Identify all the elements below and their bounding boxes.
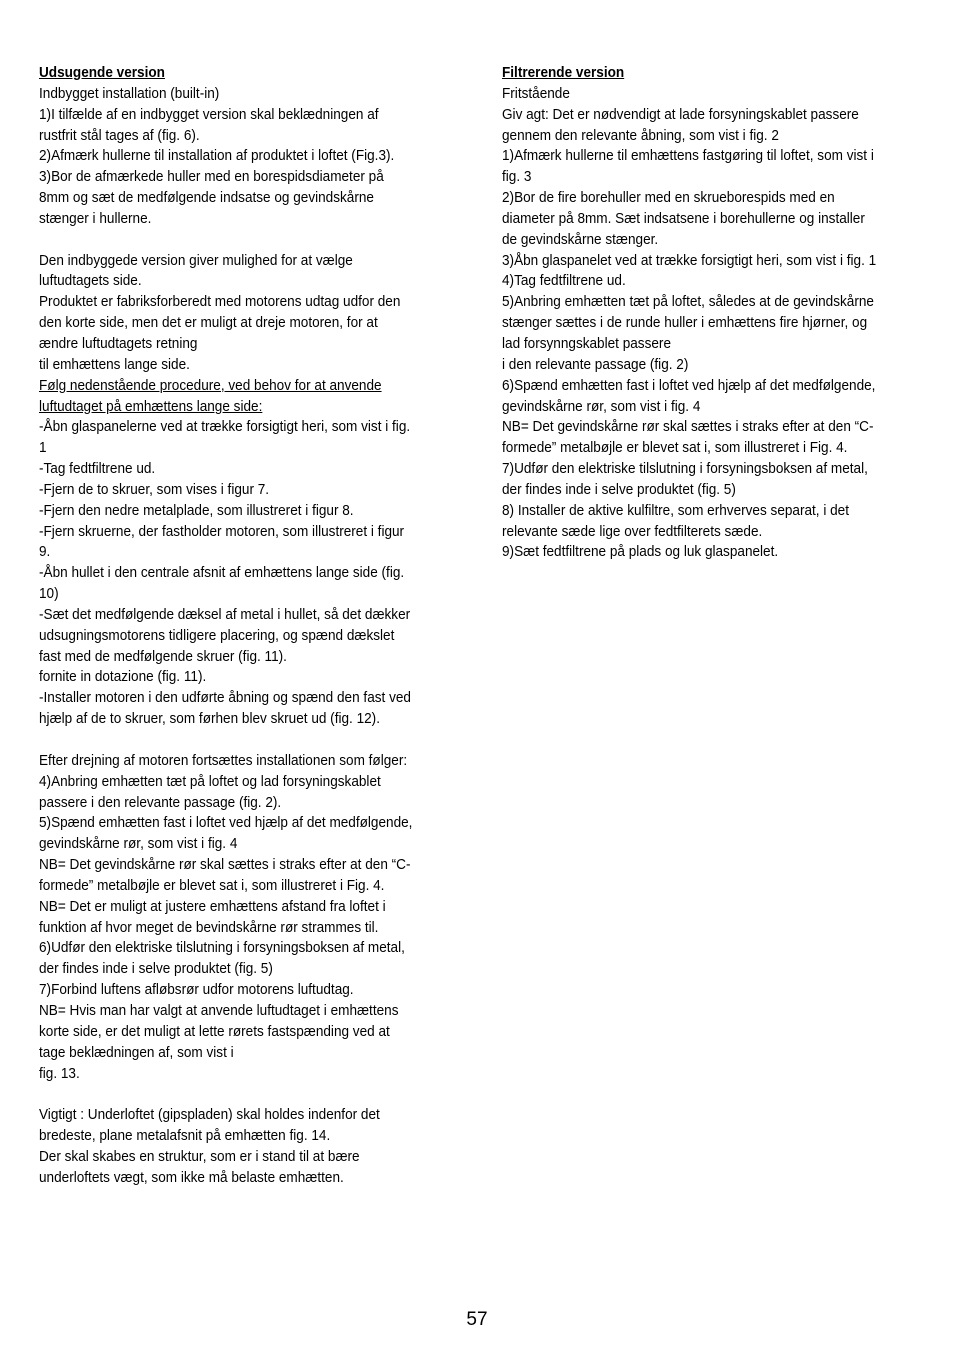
text-line: 4)Anbring emhætten tæt på loftet og lad forsyningskablet (39, 773, 381, 790)
text-line: 10) (39, 586, 59, 603)
left-column (39, 63, 450, 1189)
text-line: stænger sættes i de runde huller i emhættens fire hjørner, og (502, 315, 868, 332)
text-line: NB= Det gevindskårne rør skal sættes i straks efter at den “C- (502, 419, 874, 436)
text-line: Efter drejning af motoren fortsættes installationen som følger: (39, 752, 408, 769)
text-line: den korte side, men det er muligt at dreje motoren, for at (39, 315, 378, 332)
text-line: bredeste, plane metalafsnit på emhætten fig. 14. (39, 1128, 331, 1145)
text-line: der findes inde i selve produktet (fig. 5) (502, 481, 736, 498)
text-line: 5)Anbring emhætten tæt på loftet, således at de gevindskårne (502, 294, 874, 311)
text-line: -Åbn glaspanelerne ved at trække forsigtigt heri, som vist i fig. (39, 419, 411, 436)
text-line: 6)Udfør den elektriske tilslutning i forsyningsboksen af metal, (39, 940, 405, 957)
text-line: diameter på 8mm. Sæt indsatsene i borehullerne og installer (502, 210, 865, 227)
text-line: luftudtagets side. (39, 273, 142, 290)
text-line: 2)Bor de fire borehuller med en skrueborespids med en (502, 190, 835, 207)
text-line: 3)Åbn glaspanelet ved at trække forsigtigt heri, som vist i fig. 1 (502, 252, 877, 269)
text-line: fornite in dotazione (fig. 11). (39, 669, 207, 686)
text-line: hjælp af de to skruer, som førhen blev skruet ud (fig. 12). (39, 711, 380, 728)
text-line: ændre luftudtagets retning (39, 335, 198, 352)
procedure-note-underlined: Følg nedenstående procedure, ved behov for at anvende (39, 377, 382, 394)
text-line: Indbygget installation (built-in) (39, 85, 220, 102)
text-line: relevante sæde lige over fedtfilterets sæde. (502, 523, 763, 540)
text-line: passere i den relevante passage (fig. 2). (39, 794, 282, 811)
blank-line (39, 730, 450, 751)
text-line: 9)Sæt fedtfiltrene på plads og luk glaspanelet. (502, 544, 779, 561)
blank-line (39, 230, 450, 251)
text-line: fig. 13. (39, 1065, 80, 1082)
text-line: 3)Bor de afmærkede huller med en borespidsdiameter på (39, 169, 384, 186)
text-line: formede” metalbøjle er blevet sat i, som illustreret i Fig. 4. (39, 877, 385, 894)
text-line: -Tag fedtfiltrene ud. (39, 461, 156, 478)
text-line: fast med de medfølgende skruer (fig. 11). (39, 648, 287, 665)
text-line: Vigtigt : Underloftet (gipspladen) skal holdes indenfor det (39, 1107, 380, 1124)
text-line: gevindskårne rør, som vist i fig. 4 (502, 398, 701, 415)
text-line: -Installer motoren i den udførte åbning og spænd den fast ved (39, 690, 411, 707)
section-heading-exhaust: Udsugende version (39, 65, 165, 81)
text-line: NB= Det er muligt at justere emhættens afstand fra loftet i (39, 898, 386, 915)
text-line: -Fjern den nedre metalplade, som illustreret i figur 8. (39, 502, 354, 519)
text-line: i den relevante passage (fig. 2) (502, 356, 689, 373)
text-line: NB= Hvis man har valgt at anvende luftudtaget i emhættens (39, 1002, 399, 1019)
text-line: Fritstående (502, 85, 570, 102)
text-line: underloftets vægt, som ikke må belaste emhætten. (39, 1169, 344, 1186)
text-line: 9. (39, 544, 51, 561)
text-line: stænger i hullerne. (39, 210, 152, 227)
text-line: de gevindskårne stænger. (502, 231, 659, 248)
section-heading-filter: Filtrerende version (502, 65, 625, 81)
text-line: lad forsynngskablet passere (502, 335, 671, 352)
text-line: fig. 3 (502, 169, 532, 186)
text-line: Produktet er fabriksforberedt med motorens udtag udfor den (39, 294, 401, 311)
right-column (502, 63, 919, 563)
text-line: formede” metalbøjle er blevet sat i, som illustreret i Fig. 4. (502, 440, 848, 457)
text-line: der findes inde i selve produktet (fig. 5) (39, 961, 273, 978)
text-line: 1)Afmærk hullerne til emhættens fastgøring til loftet, som vist i (502, 148, 874, 165)
text-line: Der skal skabes en struktur, som er i stand til at bære (39, 1148, 360, 1165)
text-line: -Sæt det medfølgende dæksel af metal i hullet, så det dækker (39, 606, 411, 623)
text-line: tage beklædningen af, som vist i (39, 1044, 234, 1061)
text-line: -Fjern skruerne, der fastholder motoren, som illustreret i figur (39, 523, 405, 540)
page-number: 57 (466, 1309, 488, 1330)
text-line: 8) Installer de aktive kulfiltre, som erhverves separat, i det (502, 502, 850, 519)
text-line: 7)Forbind luftens afløbsrør udfor motorens luftudtag. (39, 982, 354, 999)
text-line: 6)Spænd emhætten fast i loftet ved hjælp af det medfølgende, (502, 377, 876, 394)
text-line: 5)Spænd emhætten fast i loftet ved hjælp af det medfølgende, (39, 815, 413, 832)
text-line: 4)Tag fedtfiltrene ud. (502, 273, 626, 290)
text-line: gennem den relevante åbning, som vist i fig. 2 (502, 127, 779, 144)
text-line: Den indbyggede version giver mulighed for at vælge (39, 252, 353, 269)
blank-line (39, 1084, 450, 1105)
text-line: -Åbn hullet i den centrale afsnit af emhættens lange side (fig. (39, 565, 405, 582)
text-line: 1)I tilfælde af en indbygget version skal beklædningen af (39, 106, 379, 123)
text-line: -Fjern de to skruer, som vises i figur 7. (39, 481, 270, 498)
text-line: 2)Afmærk hullerne til installation af produktet i loftet (Fig.3). (39, 148, 395, 165)
text-line: Giv agt: Det er nødvendigt at lade forsyningskablet passere (502, 106, 859, 123)
text-line: gevindskårne rør, som vist i fig. 4 (39, 836, 238, 853)
text-line: NB= Det gevindskårne rør skal sættes i straks efter at den “C- (39, 857, 411, 874)
text-line: rustfrit stål tages af (fig. 6). (39, 127, 200, 144)
text-line: 8mm og sæt de medfølgende indsatse og gevindskårne (39, 190, 374, 207)
procedure-note-underlined: luftudtaget på emhættens lange side: (39, 398, 263, 415)
text-line: til emhættens lange side. (39, 356, 190, 373)
text-line: 1 (39, 440, 47, 457)
text-line: funktion af hvor meget de bevindskårne rør strammes til. (39, 919, 379, 936)
text-line: korte side, er det muligt at lette rørets fastspænding ved at (39, 1023, 390, 1040)
text-line: 7)Udfør den elektriske tilslutning i forsyningsboksen af metal, (502, 461, 868, 478)
text-line: udsugningsmotorens tidligere placering, og spænd dækslet (39, 627, 395, 644)
